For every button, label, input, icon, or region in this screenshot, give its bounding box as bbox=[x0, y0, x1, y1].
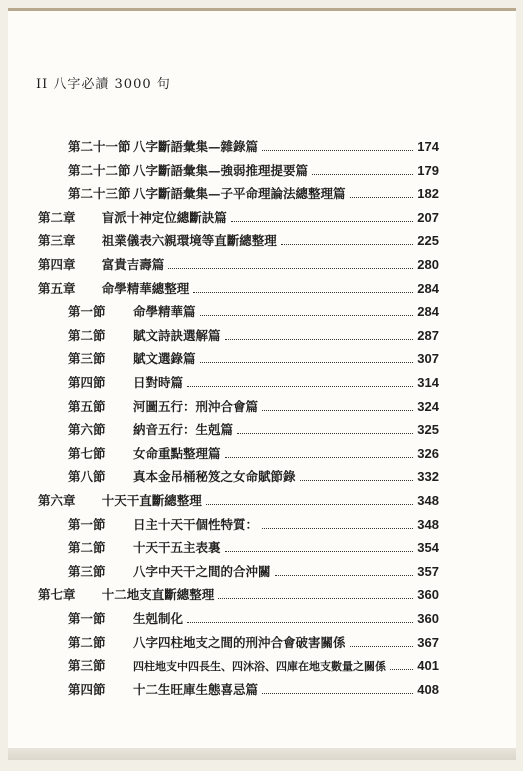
page-bottom-edge bbox=[8, 748, 516, 760]
toc-entry-number: 第七節 bbox=[68, 445, 106, 461]
toc-entry-page-number: 225 bbox=[417, 233, 439, 249]
toc-entry-number: 第七章 bbox=[38, 587, 76, 603]
toc-chapter-entry bbox=[38, 208, 439, 228]
toc-section-entry bbox=[68, 302, 439, 322]
dot-leader bbox=[200, 315, 414, 316]
toc-entry-title: 富貴吉壽篇 bbox=[101, 257, 165, 272]
toc-entry-page-number: 284 bbox=[417, 280, 439, 296]
toc-entry-number: 第二章 bbox=[38, 209, 76, 225]
toc-chapter-entry bbox=[38, 491, 439, 511]
toc-entry-page-number: 307 bbox=[417, 351, 439, 367]
toc-section-entry bbox=[68, 373, 439, 393]
toc-entry-page-number: 332 bbox=[417, 469, 439, 485]
toc-section-entry bbox=[68, 161, 439, 181]
toc-entry-title: 八字四柱地支之間的刑沖合會破害關係 bbox=[133, 634, 346, 650]
toc-section-entry bbox=[68, 444, 439, 464]
toc-entry-number: 第八節 bbox=[68, 469, 106, 485]
toc-entry-number: 第二十一節 bbox=[68, 139, 131, 154]
dot-leader bbox=[225, 339, 414, 340]
dot-leader bbox=[187, 622, 413, 623]
toc-entry-number: 第二十二節 bbox=[68, 162, 131, 178]
toc-entry-page-number: 174 bbox=[417, 139, 439, 154]
toc-entry-page-number: 401 bbox=[417, 658, 439, 674]
toc-entry-page-number: 348 bbox=[417, 516, 439, 532]
dot-leader bbox=[168, 268, 413, 269]
toc-entry-title: 賦文詩訣選解篇 bbox=[133, 327, 221, 343]
toc-entry-number: 第二節 bbox=[68, 540, 106, 556]
toc-entry-page-number: 207 bbox=[417, 209, 439, 225]
toc-entry-page-number: 348 bbox=[417, 493, 439, 508]
toc-section-entry bbox=[68, 349, 439, 369]
toc-entry-title: 十天干直斷總整理 bbox=[101, 493, 202, 508]
toc-section-entry bbox=[68, 515, 439, 535]
toc-entry-page-number: 287 bbox=[417, 327, 439, 343]
toc-entry-title: 祖業儀表六親環境等直斷總整理 bbox=[101, 233, 277, 249]
toc-entry-number: 第一節 bbox=[68, 516, 106, 532]
toc-entry-number: 第三節 bbox=[68, 351, 106, 367]
toc-entry-title: 八字中天干之間的合沖關 bbox=[133, 563, 271, 579]
dot-leader bbox=[275, 575, 414, 576]
dot-leader bbox=[225, 457, 414, 458]
toc-entry-page-number: 408 bbox=[417, 681, 439, 697]
toc-entry-title: 日對時篇 bbox=[133, 375, 184, 390]
dot-leader bbox=[312, 174, 413, 175]
toc-entry-number: 第二節 bbox=[68, 634, 106, 650]
toc-entry-number: 第六節 bbox=[68, 422, 106, 438]
toc-entry-title: 四柱地支中四長生、四沐浴、四庫在地支數量之關係 bbox=[133, 660, 386, 674]
toc-section-entry bbox=[68, 420, 439, 440]
toc-entry-page-number: 360 bbox=[417, 611, 439, 626]
toc-section-entry bbox=[68, 137, 439, 157]
toc-section-entry bbox=[68, 538, 439, 558]
toc-entry-title: 河圖五行：刑沖合會篇 bbox=[133, 398, 259, 414]
toc-entry-number: 第三節 bbox=[68, 658, 106, 674]
toc-entry-number: 第五章 bbox=[38, 280, 76, 296]
toc-entry-title: 十天干五主表裏 bbox=[133, 540, 221, 556]
toc-entry-title: 真本金吊桶秘笈之女命賦節錄 bbox=[133, 469, 296, 485]
toc-section-entry bbox=[68, 397, 439, 417]
dot-leader bbox=[350, 197, 414, 198]
toc-entry-number: 第三節 bbox=[68, 563, 106, 579]
toc-entry-page-number: 324 bbox=[417, 398, 439, 414]
dot-leader bbox=[300, 480, 414, 481]
dot-leader bbox=[237, 433, 413, 434]
toc-entry-number: 第六章 bbox=[38, 493, 76, 508]
toc-section-entry bbox=[68, 326, 439, 346]
toc-entry-title: 八字斷語彙集—強弱推理提要篇 bbox=[133, 162, 309, 178]
toc-entry-page-number: 179 bbox=[417, 162, 439, 178]
toc-entry-title: 命學精華篇 bbox=[133, 304, 196, 320]
toc-section-entry bbox=[68, 656, 439, 676]
dot-leader bbox=[262, 410, 413, 411]
toc-entry-title: 賦文選錄篇 bbox=[133, 351, 196, 367]
toc-chapter-entry bbox=[38, 255, 439, 275]
toc-entry-title: 生剋制化 bbox=[133, 611, 184, 626]
toc-entry-title: 納音五行：生剋篇 bbox=[133, 422, 234, 438]
dot-leader bbox=[218, 598, 413, 599]
toc-entry-page-number: 357 bbox=[417, 563, 439, 579]
running-header: II 八字必讀 3000 句 bbox=[36, 77, 171, 92]
dot-leader bbox=[206, 504, 414, 505]
toc-section-entry bbox=[68, 184, 439, 204]
toc-section-entry bbox=[68, 680, 439, 700]
dot-leader bbox=[281, 244, 414, 245]
toc-entry-title: 日主十天干個性特質： bbox=[133, 516, 259, 532]
dot-leader bbox=[262, 528, 413, 529]
toc-entry-number: 第二節 bbox=[68, 327, 106, 343]
dot-leader bbox=[193, 292, 413, 293]
toc-entry-number: 第一節 bbox=[68, 611, 106, 626]
toc-entry-page-number: 354 bbox=[417, 540, 439, 556]
dot-leader bbox=[225, 551, 414, 552]
book-page bbox=[8, 8, 516, 760]
toc-entry-page-number: 367 bbox=[417, 634, 439, 650]
toc-entry-number: 第五節 bbox=[68, 398, 106, 414]
toc-section-entry bbox=[68, 467, 439, 487]
toc-section-entry bbox=[68, 562, 439, 582]
toc-entry-title: 十二生旺庫生態喜忌篇 bbox=[133, 681, 259, 697]
dot-leader bbox=[262, 150, 413, 151]
toc-entry-number: 第一節 bbox=[68, 304, 106, 320]
toc-entry-page-number: 325 bbox=[417, 422, 439, 438]
dot-leader bbox=[187, 386, 413, 387]
toc-entry-number: 第四節 bbox=[68, 375, 106, 390]
toc-section-entry bbox=[68, 609, 439, 629]
toc-chapter-entry bbox=[38, 585, 439, 605]
toc-chapter-entry bbox=[38, 279, 439, 299]
toc-entry-number: 第四節 bbox=[68, 681, 106, 697]
toc-entry-page-number: 182 bbox=[417, 186, 439, 202]
toc-entry-title: 命學精華總整理 bbox=[101, 280, 190, 296]
toc-section-entry bbox=[68, 633, 439, 653]
toc-entry-title: 女命重點整理篇 bbox=[133, 445, 221, 461]
toc-entry-page-number: 326 bbox=[417, 445, 439, 461]
toc-entry-page-number: 284 bbox=[417, 304, 439, 320]
toc-entry-page-number: 360 bbox=[417, 587, 439, 603]
toc-entry-title: 八字斷語彙集—雜錄篇 bbox=[133, 139, 259, 154]
toc-chapter-entry bbox=[38, 231, 439, 251]
toc-entry-title: 八字斷語彙集—子平命理論法總整理篇 bbox=[133, 186, 346, 202]
dot-leader bbox=[390, 669, 413, 670]
toc-entry-page-number: 280 bbox=[417, 257, 439, 272]
toc-entry-number: 第二十三節 bbox=[68, 186, 131, 202]
dot-leader bbox=[231, 221, 414, 222]
toc-entry-number: 第四章 bbox=[38, 257, 76, 272]
toc-entry-page-number: 314 bbox=[417, 375, 439, 390]
dot-leader bbox=[200, 362, 414, 363]
dot-leader bbox=[262, 693, 413, 694]
toc-entry-title: 盲派十神定位總斷訣篇 bbox=[101, 209, 227, 225]
toc-entry-number: 第三章 bbox=[38, 233, 76, 249]
toc-entry-title: 十二地支直斷總整理 bbox=[101, 587, 215, 603]
dot-leader bbox=[350, 646, 414, 647]
